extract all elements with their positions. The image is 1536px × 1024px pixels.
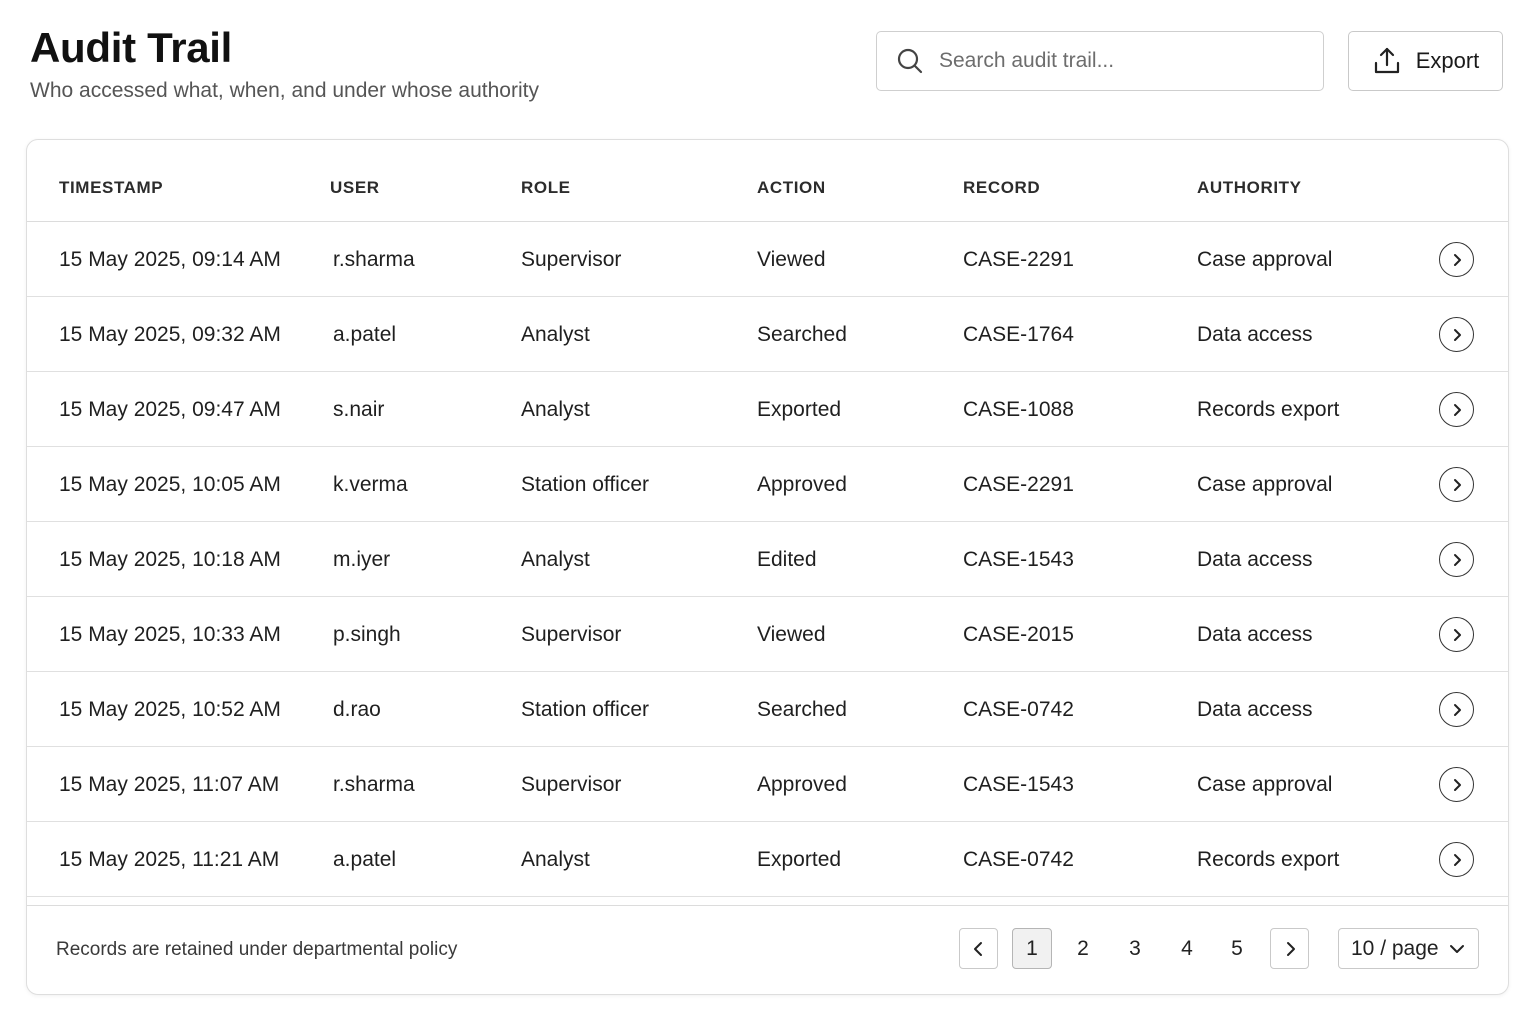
table-row[interactable] bbox=[27, 297, 1508, 372]
cell-timestamp: 15 May 2025, 11:21 AM bbox=[59, 848, 280, 871]
cell-timestamp: 15 May 2025, 09:14 AM bbox=[59, 248, 281, 271]
table-row[interactable] bbox=[27, 822, 1508, 897]
search-box[interactable] bbox=[876, 31, 1324, 91]
row-details-button[interactable] bbox=[1439, 467, 1474, 502]
page-button[interactable]: 1 bbox=[1012, 928, 1052, 969]
search-icon bbox=[896, 47, 924, 75]
cell-timestamp: 15 May 2025, 10:18 AM bbox=[59, 548, 281, 571]
row-details-button[interactable] bbox=[1439, 767, 1474, 802]
cell-record: CASE-1543 bbox=[963, 773, 1074, 796]
cell-timestamp: 15 May 2025, 10:52 AM bbox=[59, 698, 281, 721]
cell-authority: Case approval bbox=[1197, 248, 1333, 271]
page-subtitle: Who accessed what, when, and under whose authority bbox=[30, 79, 539, 102]
chevron-right-icon bbox=[1450, 478, 1464, 492]
cell-user: d.rao bbox=[333, 698, 381, 721]
search-input[interactable] bbox=[939, 49, 1309, 73]
cell-role: Analyst bbox=[521, 548, 590, 571]
cell-action: Approved bbox=[757, 473, 847, 496]
table-footer bbox=[27, 905, 1508, 995]
chevron-right-icon bbox=[1450, 628, 1464, 642]
cell-action: Viewed bbox=[757, 248, 826, 271]
cell-user: m.iyer bbox=[333, 548, 391, 571]
cell-action: Exported bbox=[757, 398, 842, 421]
column-header-role[interactable]: ROLE bbox=[521, 178, 571, 197]
cell-authority: Data access bbox=[1197, 548, 1313, 571]
cell-role: Analyst bbox=[521, 848, 590, 871]
cell-timestamp: 15 May 2025, 11:07 AM bbox=[59, 773, 280, 796]
column-header-timestamp[interactable]: TIMESTAMP bbox=[59, 178, 164, 197]
chevron-right-icon bbox=[1450, 853, 1464, 867]
cell-user: a.patel bbox=[333, 848, 397, 871]
cell-record: CASE-0742 bbox=[963, 848, 1074, 871]
chevron-right-icon bbox=[1450, 553, 1464, 567]
cell-action: Edited bbox=[757, 548, 817, 571]
chevron-right-icon bbox=[1450, 328, 1464, 342]
chevron-right-icon bbox=[1450, 778, 1464, 792]
chevron-right-icon bbox=[1450, 253, 1464, 267]
cell-record: CASE-0742 bbox=[963, 698, 1074, 721]
row-details-button[interactable] bbox=[1439, 542, 1474, 577]
cell-authority: Case approval bbox=[1197, 473, 1333, 496]
cell-user: s.nair bbox=[333, 398, 385, 421]
cell-user: r.sharma bbox=[333, 773, 415, 796]
row-details-button[interactable] bbox=[1439, 842, 1474, 877]
next-page-button[interactable] bbox=[1270, 928, 1309, 969]
cell-authority: Case approval bbox=[1197, 773, 1333, 796]
cell-role: Analyst bbox=[521, 323, 590, 346]
table-row[interactable] bbox=[27, 522, 1508, 597]
row-details-button[interactable] bbox=[1439, 242, 1474, 277]
cell-role: Analyst bbox=[521, 398, 590, 421]
chevron-right-icon bbox=[1450, 403, 1464, 417]
page-button[interactable]: 5 bbox=[1231, 936, 1243, 960]
export-label: Export bbox=[1415, 48, 1480, 73]
upload-icon bbox=[1372, 46, 1402, 76]
chevron-left-icon bbox=[971, 941, 987, 957]
table-row[interactable] bbox=[27, 447, 1508, 522]
table-header bbox=[27, 140, 1508, 222]
cell-user: r.sharma bbox=[333, 248, 415, 271]
table-row[interactable] bbox=[27, 747, 1508, 822]
cell-record: CASE-2015 bbox=[963, 623, 1074, 646]
cell-timestamp: 15 May 2025, 10:33 AM bbox=[59, 623, 281, 646]
cell-action: Exported bbox=[757, 848, 842, 871]
cell-record: CASE-1764 bbox=[963, 323, 1074, 346]
column-header-user[interactable]: USER bbox=[330, 178, 380, 197]
cell-timestamp: 15 May 2025, 10:05 AM bbox=[59, 473, 281, 496]
cell-user: p.singh bbox=[333, 623, 401, 646]
cell-action: Searched bbox=[757, 698, 847, 721]
prev-page-button[interactable] bbox=[959, 928, 998, 969]
page-size-select[interactable] bbox=[1338, 928, 1479, 969]
cell-timestamp: 15 May 2025, 09:32 AM bbox=[59, 323, 281, 346]
page-size-value: 10 / page bbox=[1351, 936, 1439, 960]
chevron-right-icon bbox=[1282, 941, 1298, 957]
page-button[interactable]: 3 bbox=[1129, 936, 1141, 960]
cell-role: Station officer bbox=[521, 473, 650, 496]
column-header-action[interactable]: ACTION bbox=[757, 178, 826, 197]
table-row[interactable] bbox=[27, 372, 1508, 447]
chevron-right-icon bbox=[1450, 703, 1464, 717]
cell-authority: Records export bbox=[1197, 848, 1340, 871]
cell-record: CASE-1543 bbox=[963, 548, 1074, 571]
cell-role: Supervisor bbox=[521, 623, 622, 646]
cell-action: Searched bbox=[757, 323, 847, 346]
cell-action: Approved bbox=[757, 773, 847, 796]
row-details-button[interactable] bbox=[1439, 692, 1474, 727]
page-button[interactable]: 2 bbox=[1077, 936, 1089, 960]
column-header-authority[interactable]: AUTHORITY bbox=[1197, 178, 1302, 197]
cell-role: Supervisor bbox=[521, 248, 622, 271]
cell-record: CASE-1088 bbox=[963, 398, 1074, 421]
cell-authority: Data access bbox=[1197, 623, 1313, 646]
cell-authority: Records export bbox=[1197, 398, 1340, 421]
column-header-record[interactable]: RECORD bbox=[963, 178, 1041, 197]
cell-record: CASE-2291 bbox=[963, 248, 1074, 271]
cell-authority: Data access bbox=[1197, 698, 1313, 721]
cell-user: a.patel bbox=[333, 323, 397, 346]
cell-record: CASE-2291 bbox=[963, 473, 1074, 496]
page-title: Audit Trail bbox=[30, 24, 233, 71]
export-button[interactable] bbox=[1348, 31, 1503, 91]
row-details-button[interactable] bbox=[1439, 392, 1474, 427]
audit-table-card bbox=[26, 139, 1509, 995]
chevron-down-icon bbox=[1448, 940, 1466, 958]
cell-role: Station officer bbox=[521, 698, 650, 721]
table-row[interactable] bbox=[27, 597, 1508, 672]
cell-authority: Data access bbox=[1197, 323, 1313, 346]
cell-timestamp: 15 May 2025, 09:47 AM bbox=[59, 398, 281, 421]
table-row[interactable] bbox=[27, 222, 1508, 297]
cell-role: Supervisor bbox=[521, 773, 622, 796]
page-button[interactable]: 4 bbox=[1181, 936, 1193, 960]
cell-user: k.verma bbox=[333, 473, 408, 496]
retention-note: Records are retained under departmental policy bbox=[56, 939, 458, 960]
table-row[interactable] bbox=[27, 672, 1508, 747]
row-details-button[interactable] bbox=[1439, 317, 1474, 352]
cell-action: Viewed bbox=[757, 623, 826, 646]
row-details-button[interactable] bbox=[1439, 617, 1474, 652]
